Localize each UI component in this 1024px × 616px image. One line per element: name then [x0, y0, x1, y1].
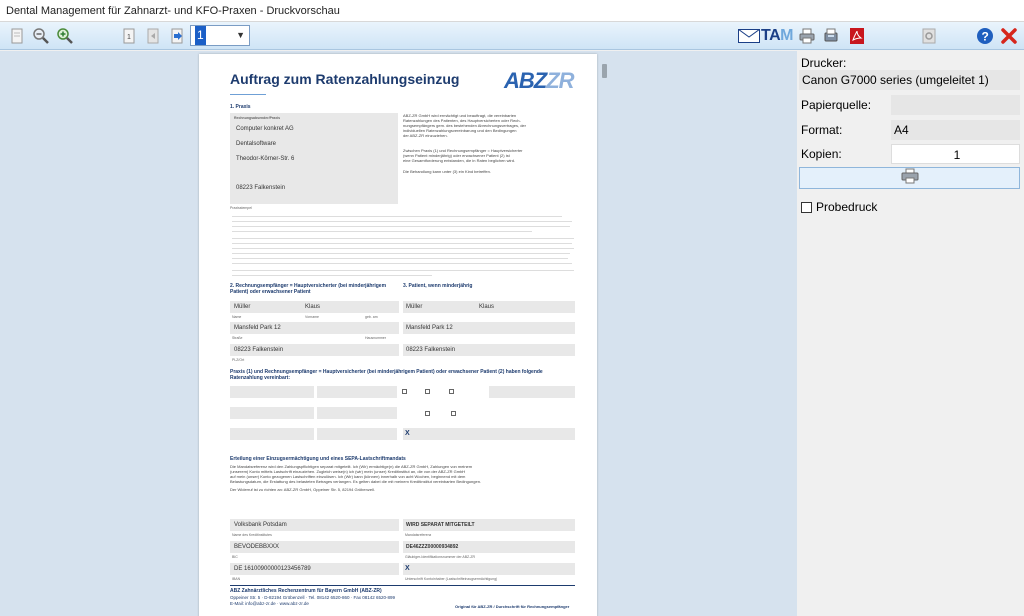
creditor-id-value: DE46ZZZ00000934892	[406, 544, 459, 550]
printer-icon	[900, 168, 920, 189]
label-unterschrift: Unterschrift Kontoinhaber (Lastschrifteinzugsermächtigung)	[405, 577, 498, 581]
printer-select[interactable]: Canon G7000 series (umgeleitet 1)	[799, 70, 1020, 90]
first-page-icon[interactable]	[118, 25, 140, 47]
practice-line-3: Theodor-Körner-Str. 6	[236, 156, 295, 162]
preview-area[interactable]	[0, 51, 797, 616]
recipient-last-name: Müller	[234, 304, 251, 310]
patient-city: 08223 Falkenstein	[406, 347, 456, 353]
tam-logo[interactable]	[738, 26, 793, 46]
signature-field	[403, 563, 575, 575]
mandate-text: Die Mandatsreferenz wird den Zahlungspflichtigen separat mitgeteilt. Ich (Wir) ermächtige(n) die ABZ-ZR GmbH, Zahlungen von meinem (unserem) Konto mittels Lastschrift einzuziehen. Zugleich weise(n) ich (wir) mein (unser) Kreditinstitut an, die von der ABZ-ZR GmbH auf mein (unser) Konto gezogenen Lastschriften einzulösen. Ich (Wir) kann (können) innerhalb von acht Wochen, beginnend mit dem Belastungsdatum, die Erstattung des belasteten Betrages verlangen. Es gelten dabei die mit meinem Kreditinstitut vereinbarten Bedingungen. Der Widerruf ist zu richten an: ABZ-ZR GmbH, Oppeiner Str. 5, 82194 Gröbenzell.	[230, 464, 482, 492]
window-titlebar	[0, 0, 1024, 22]
page-select[interactable]	[190, 25, 250, 46]
label-hausnr: Hausnummer	[365, 336, 387, 340]
printer-icon[interactable]	[796, 25, 818, 47]
next-page-icon[interactable]	[166, 25, 188, 47]
document-page	[199, 54, 597, 616]
label-plzort: PLZ/Ort	[232, 358, 245, 362]
printer-label: Drucker:	[801, 56, 847, 70]
label-mandat: Mandatsreferenz	[405, 533, 432, 537]
tam-logo-text: TAM	[761, 27, 793, 44]
iban-value: DE 16100900000123456789	[234, 566, 311, 572]
label-glaeubiger: Gläubiger-Identifikationsnummer der ABZ-ZR	[405, 555, 476, 559]
mandate-ref-value: WIRD SEPARAT MITGETEILT	[406, 522, 475, 528]
section-patient: 3. Patient, wenn minderjährig	[403, 283, 473, 289]
stamp-label: Praxisstempel	[230, 206, 252, 210]
print-settings-panel	[797, 51, 1024, 616]
practice-line-4: 08223 Falkenstein	[236, 185, 286, 191]
recipient-city: 08223 Falkenstein	[234, 347, 284, 353]
vertical-scrollbar[interactable]	[602, 64, 607, 78]
footer-company: ABZ Zahnärztliches Rechenzentrum für Bayern GmbH (ABZ-ZR)	[230, 588, 382, 594]
window-title: Dental Management für Zahnarzt- und KFO-Praxen - Druckvorschau	[6, 5, 340, 17]
help-icon[interactable]	[974, 25, 996, 47]
copies-input[interactable]: 1	[891, 144, 1020, 164]
label-bic: BIC	[232, 555, 238, 559]
fax-icon[interactable]	[820, 25, 842, 47]
format-label: Format:	[801, 123, 843, 137]
pdf-icon[interactable]	[846, 25, 868, 47]
bic-value: BEVODEBBXXX	[234, 544, 280, 550]
testprint-label: Probedruck	[816, 200, 878, 214]
close-icon[interactable]	[998, 25, 1020, 47]
patient-last-name: Müller	[406, 304, 423, 310]
practice-line-1: Computer konkret AG	[236, 126, 294, 132]
copies-label: Kopien:	[801, 147, 842, 161]
format-select[interactable]: A4	[891, 120, 1020, 140]
recipient-first-name: Klaus	[305, 304, 321, 310]
label-iban: IBAN	[232, 577, 241, 581]
signature-mark-2: X	[405, 565, 410, 572]
svg-text:1: 1	[127, 34, 131, 41]
label-strasse: Straße	[232, 336, 243, 340]
label-vorname: Vorname	[305, 315, 320, 319]
chevron-down-icon: ▼	[236, 30, 245, 40]
title-rule	[230, 94, 266, 95]
page-select-value: 1	[195, 26, 206, 45]
signature-mark-1: X	[405, 430, 410, 437]
label-bank: Name des Kreditinstitutes	[232, 533, 272, 537]
section-agreement: Praxis (1) und Rechnungsempfänger = Hauptversicherter (bei minderjährigem Patient) oder erwachsener Patient (2) haben folgende Ratenzahlung vereinbart:	[230, 369, 543, 381]
preview-toolbar	[0, 22, 1024, 50]
label-gebam: geb. am	[365, 315, 378, 319]
recipient-street: Mansfeld Park 12	[234, 325, 281, 331]
doc-title: Auftrag zum Ratenzahlungseinzug	[230, 71, 460, 87]
svg-text:?: ?	[981, 29, 989, 44]
previous-page-icon[interactable]	[142, 25, 164, 47]
testprint-checkbox[interactable]	[801, 200, 877, 214]
patient-first-name: Klaus	[479, 304, 495, 310]
footer-original-note: Original für ABZ-ZR / Durchschrift für Rechnungsempfänger	[455, 604, 570, 609]
practice-box-header: Rechnungsabsender/Praxis	[234, 116, 281, 120]
patient-street: Mansfeld Park 12	[406, 325, 453, 331]
zoom-out-icon[interactable]	[30, 25, 52, 47]
zoom-in-icon[interactable]	[54, 25, 76, 47]
checkbox-box[interactable]	[801, 202, 812, 213]
intro-text: ABZ-ZR GmbH wird ermächtigt und beauftragt, die vereinbarten Ratenzahlungen des Patienten, des Hauptversicherten oder Rech- nungsempfängers gem. des bestehenden Abrechnungsvertrages, der individuellen Ratenzahlungsvereinbarung und den Bedingungen der ABZ-ZR einzuziehen. Zwischen Praxis (1) und Rechnungsempfänger = Hauptversicherter (wenn Patient minderjährig) oder erwachsener Patient (2) ist eine Gesamtforderung entstanden, die in Raten beglichen wird. Die Behandlung kann unter (3) ein Kind betreffen.	[403, 113, 526, 174]
paper-source-label: Papierquelle:	[801, 98, 872, 112]
print-button[interactable]	[799, 167, 1020, 189]
settings-icon[interactable]	[918, 25, 940, 47]
section-praxis: 1. Praxis	[230, 104, 251, 110]
envelope-icon	[738, 29, 760, 43]
abz-logo: ABZZR	[504, 68, 574, 93]
section-recipient: 2. Rechnungsempfänger = Hauptversicherter (bei minderjährigem Patient) oder erwachsener Patient	[230, 283, 387, 295]
label-name: Name	[232, 315, 242, 319]
paper-source-select[interactable]	[891, 95, 1020, 115]
page-icon[interactable]	[6, 25, 28, 47]
footer-contact: Oppeiner Str. 5 · D-82194 Gröbenzell · Tel. 08142 6520-860 · Fax 08142 6520-899 E-Mail: info@abz-zr.de · www.abz-zr.de	[230, 595, 396, 606]
bank-name: Volksbank Potsdam	[234, 522, 287, 528]
section-mandate: Erteilung einer Einzugsermächtigung und eines SEPA-Lastschriftmandats	[230, 456, 406, 462]
practice-line-2: Dentalsoftware	[236, 141, 277, 147]
